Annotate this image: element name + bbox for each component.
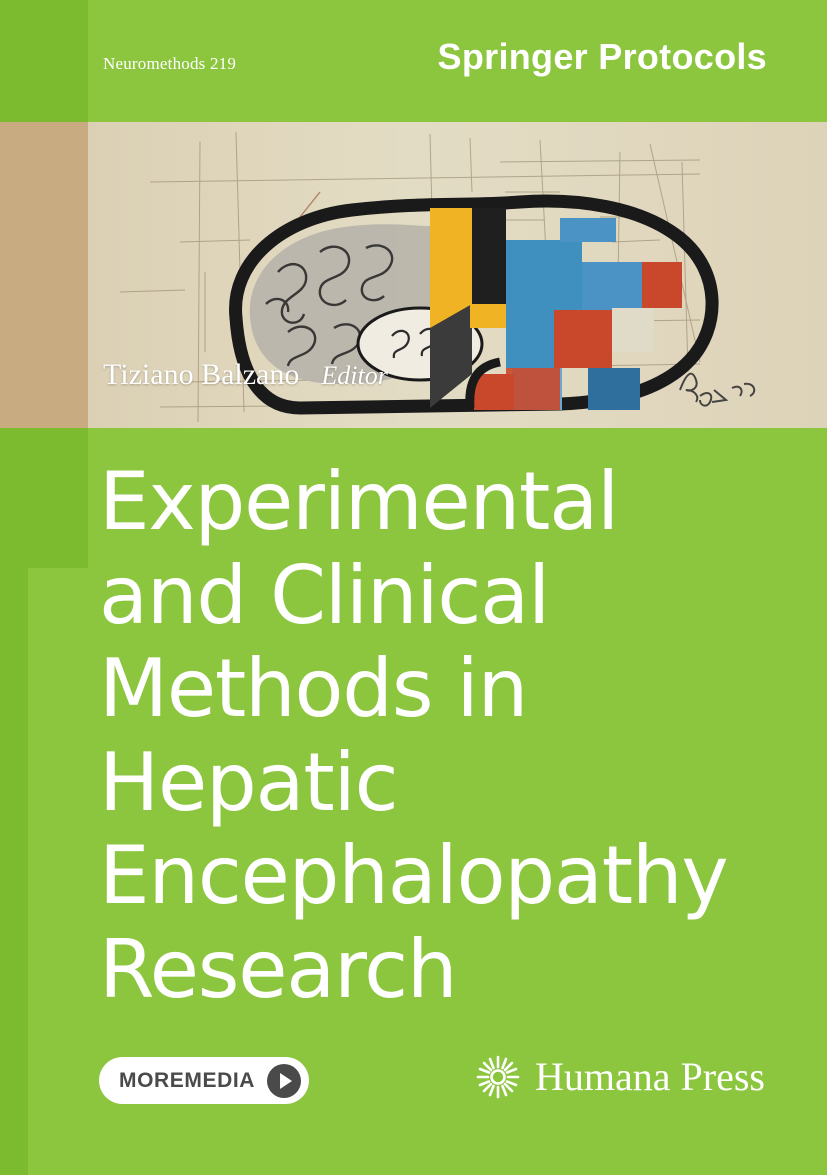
moremedia-label: MOREMEDIA: [119, 1068, 256, 1092]
banner-left-strip: [0, 0, 88, 122]
series-banner: [0, 0, 827, 122]
editor-credit: [103, 358, 388, 392]
title-line-2: and Clinical: [99, 548, 550, 642]
title-line-3: Methods in Hepatic: [99, 642, 528, 829]
title-line-1: Experimental: [99, 455, 619, 548]
title-line-5: Research: [99, 922, 457, 1016]
title-left-strip-lower: [0, 568, 28, 1175]
humana-sunburst-icon: [475, 1054, 521, 1100]
title-line-4: Encephalopathy: [99, 829, 728, 923]
play-icon[interactable]: [267, 1064, 301, 1098]
springer-protocols-title: Springer Protocols: [437, 36, 767, 77]
publisher-name: Humana Press: [535, 1054, 765, 1099]
page-title: [99, 455, 789, 1017]
title-left-strip-upper: [0, 428, 88, 568]
moremedia-badge[interactable]: [99, 1057, 309, 1104]
editor-name: Tiziano Balzano: [103, 358, 300, 391]
series-label: Neuromethods 219: [103, 54, 237, 73]
artwork-left-strip: [0, 122, 88, 428]
editor-role: Editor: [321, 361, 388, 390]
publisher-logo: [475, 1053, 765, 1100]
